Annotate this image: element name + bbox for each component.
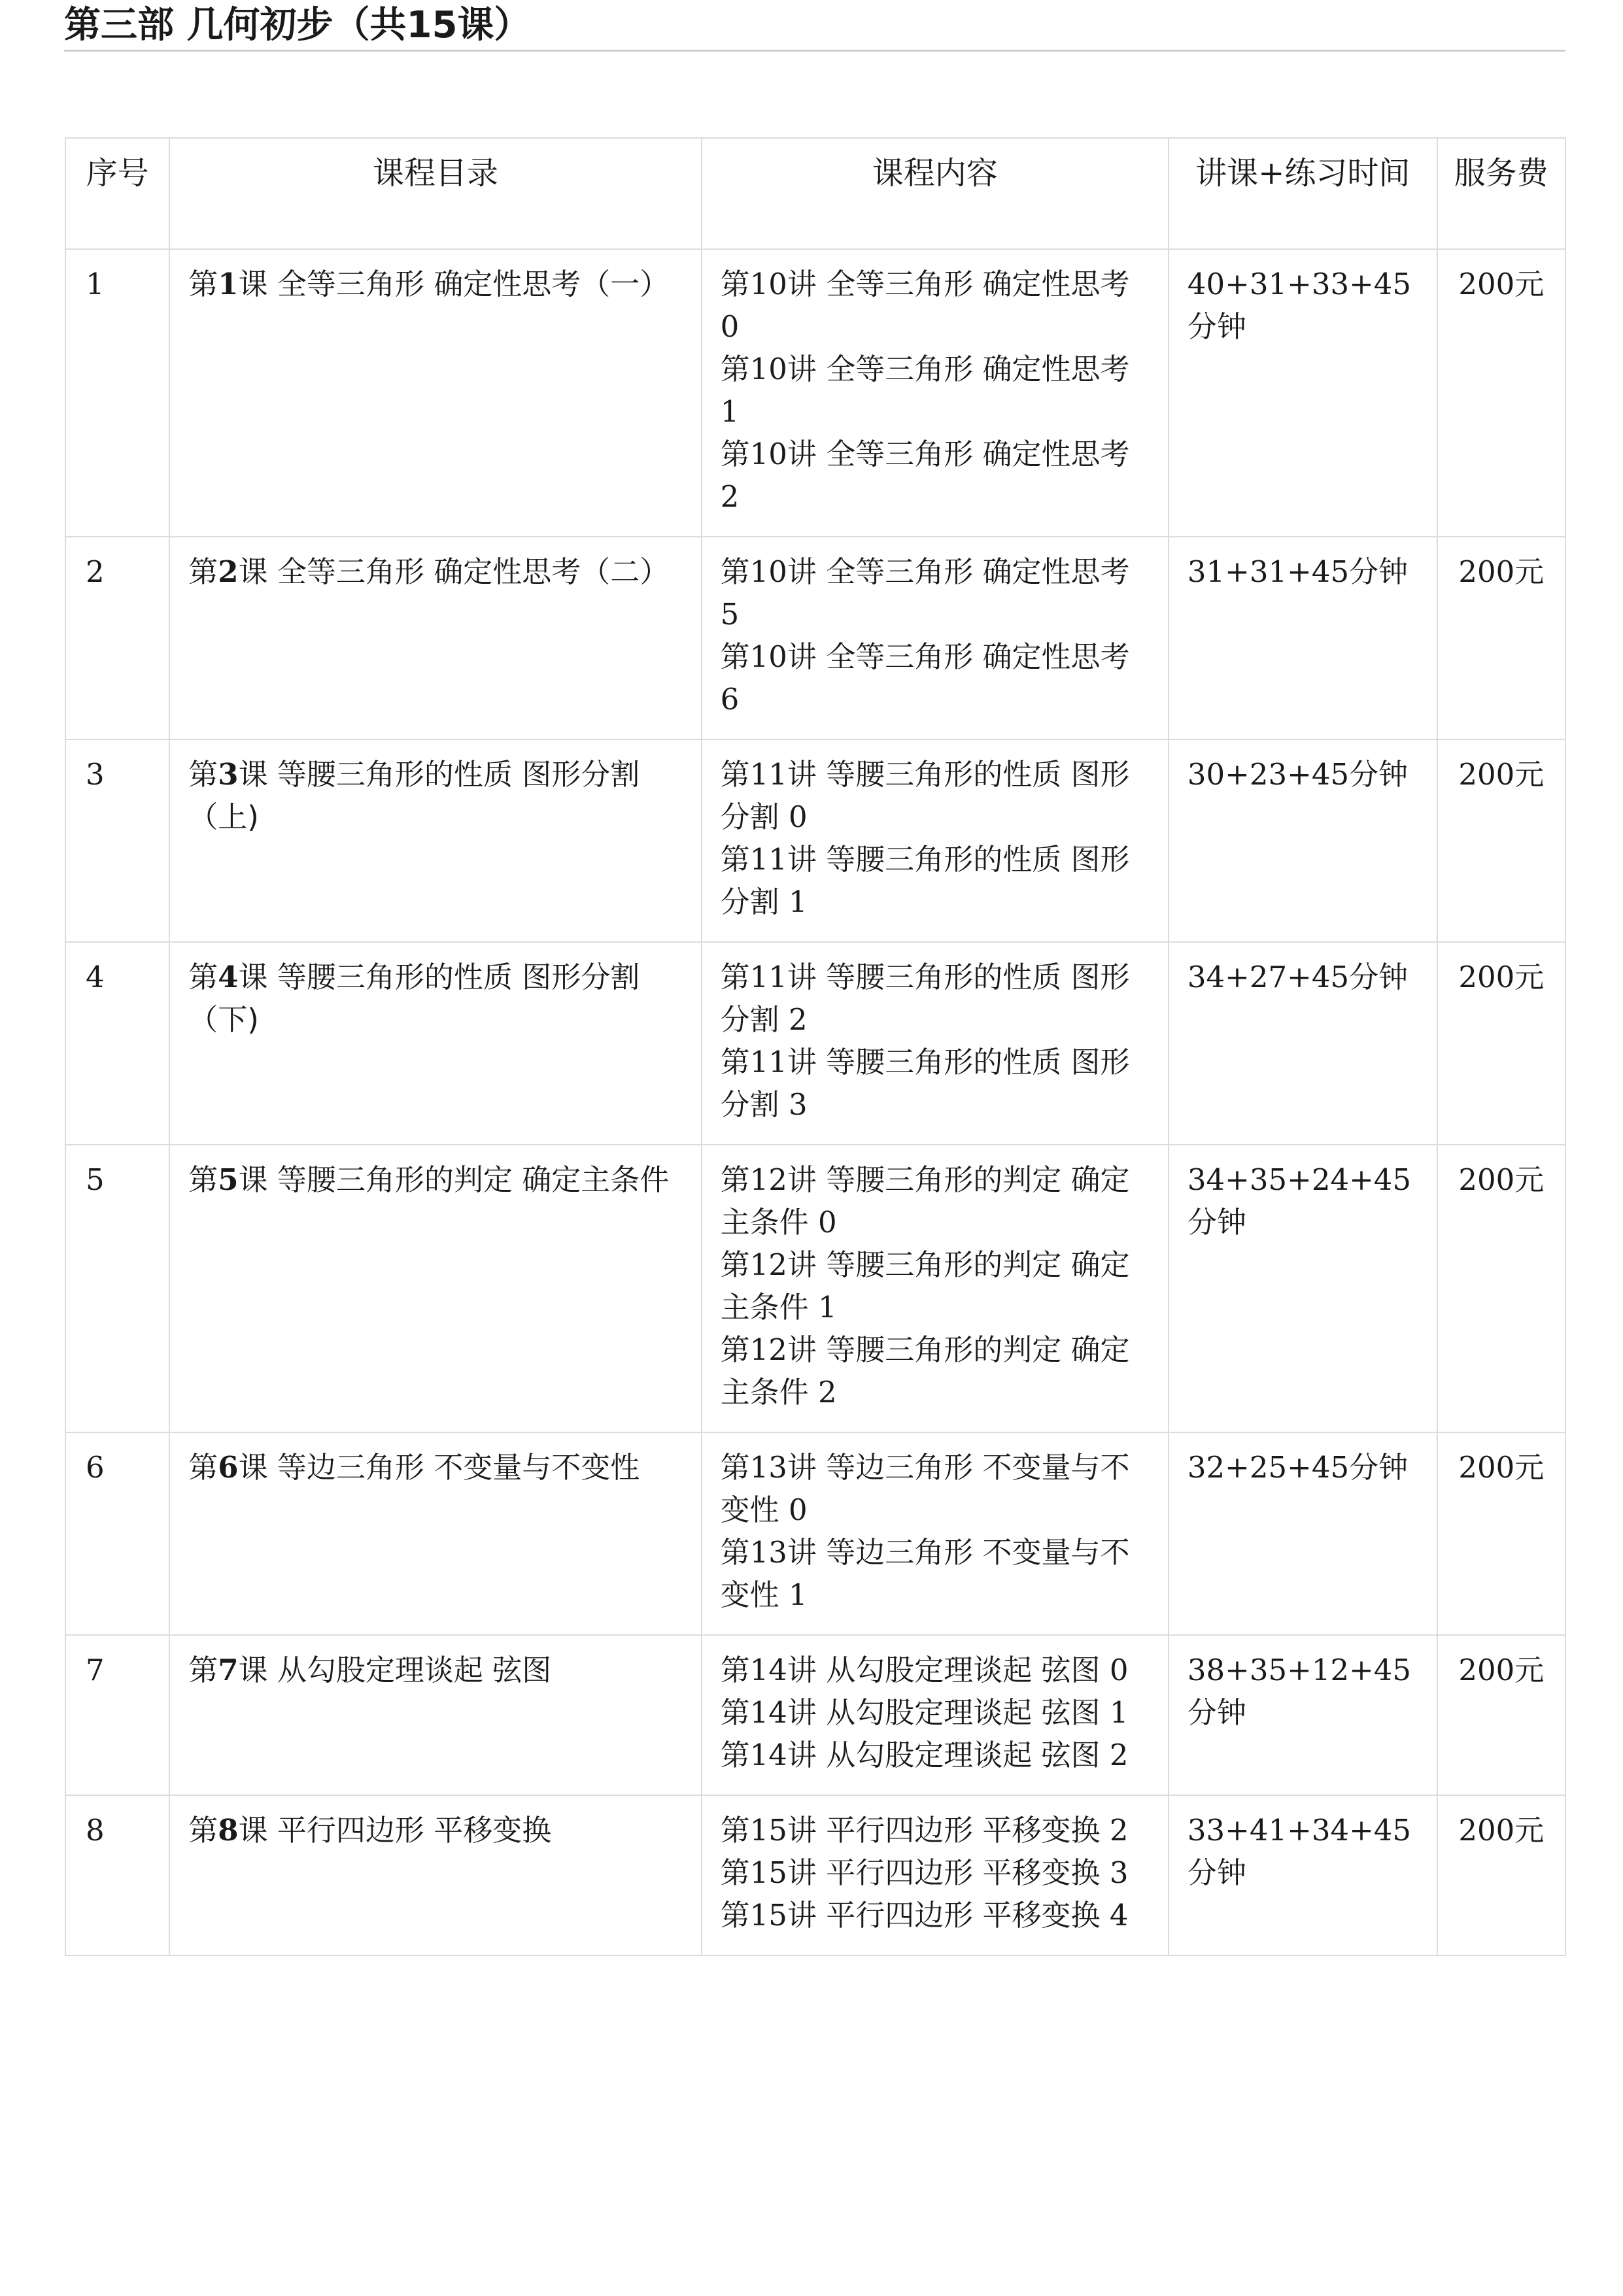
- content-line: 第15讲 平行四边形 平移变换 3: [720, 1855, 1129, 1890]
- content-line: 第11讲 等腰三角形的性质 图形分割 2: [720, 960, 1130, 1037]
- course-prefix: 第: [188, 554, 218, 589]
- course-title: 课 等腰三角形的判定 确定主条件: [238, 1162, 670, 1197]
- cell-course: [169, 537, 701, 739]
- course-table: [65, 137, 1566, 1956]
- cell-no: 2: [65, 537, 169, 739]
- content-line: 第11讲 等腰三角形的性质 图形分割 0: [720, 757, 1130, 834]
- header-no: 序号: [65, 138, 169, 249]
- cell-time: 31+31+45分钟: [1169, 537, 1437, 739]
- cell-content: [702, 942, 1169, 1145]
- content-line: 第10讲 全等三角形 确定性思考 2: [720, 437, 1130, 514]
- cell-no: 5: [65, 1145, 169, 1432]
- table-row: [65, 1795, 1565, 1955]
- content-line: 第10讲 全等三角形 确定性思考 0: [720, 267, 1130, 344]
- cell-content: [702, 249, 1169, 537]
- content-line: 第14讲 从勾股定理谈起 弦图 2: [720, 1738, 1129, 1772]
- cell-content: [702, 1432, 1169, 1635]
- content-line: 第12讲 等腰三角形的判定 确定主条件 0: [720, 1162, 1130, 1240]
- cell-no: 1: [65, 249, 169, 537]
- table-body: [65, 249, 1565, 1955]
- header-fee: 服务费: [1437, 138, 1565, 249]
- cell-no: 3: [65, 739, 169, 942]
- cell-content: [702, 1635, 1169, 1795]
- cell-course: [169, 942, 701, 1145]
- course-title: 课 全等三角形 确定性思考（一）: [238, 267, 670, 301]
- cell-fee: 200元: [1437, 249, 1565, 537]
- cell-fee: 200元: [1437, 942, 1565, 1145]
- content-line: 第11讲 等腰三角形的性质 图形分割 3: [720, 1045, 1130, 1122]
- cell-time: 34+27+45分钟: [1169, 942, 1437, 1145]
- content-line: 第13讲 等边三角形 不变量与不变性 1: [720, 1535, 1130, 1612]
- course-prefix: 第: [188, 267, 218, 301]
- course-number: 2: [218, 554, 239, 589]
- table-row: [65, 1432, 1565, 1635]
- course-number: 4: [218, 960, 239, 994]
- content-line: 第15讲 平行四边形 平移变换 4: [720, 1898, 1129, 1933]
- header-course: 课程目录: [169, 138, 701, 249]
- cell-course: [169, 1635, 701, 1795]
- table-row: [65, 249, 1565, 537]
- cell-course: [169, 249, 701, 537]
- cell-course: [169, 1795, 701, 1955]
- cell-course: [169, 739, 701, 942]
- course-title: 课 全等三角形 确定性思考（二）: [238, 554, 670, 589]
- cell-fee: 200元: [1437, 1795, 1565, 1955]
- course-prefix: 第: [188, 1813, 218, 1848]
- table-row: [65, 1145, 1565, 1432]
- cell-fee: 200元: [1437, 1432, 1565, 1635]
- table-row: [65, 942, 1565, 1145]
- course-prefix: 第: [188, 1653, 218, 1687]
- content-line: 第11讲 等腰三角形的性质 图形分割 1: [720, 842, 1130, 919]
- content-line: 第10讲 全等三角形 确定性思考 1: [720, 352, 1130, 429]
- header-time: 讲课+练习时间: [1169, 138, 1437, 249]
- cell-fee: 200元: [1437, 739, 1565, 942]
- cell-fee: 200元: [1437, 1145, 1565, 1432]
- cell-fee: 200元: [1437, 537, 1565, 739]
- page-title: 第三部 几何初步（共15课）: [64, 3, 1565, 52]
- table-row: [65, 537, 1565, 739]
- content-line: 第13讲 等边三角形 不变量与不变性 0: [720, 1450, 1130, 1527]
- course-number: 5: [218, 1162, 239, 1197]
- content-line: 第12讲 等腰三角形的判定 确定主条件 2: [720, 1332, 1130, 1410]
- cell-no: 8: [65, 1795, 169, 1955]
- course-number: 3: [218, 757, 239, 792]
- cell-course: [169, 1145, 701, 1432]
- content-line: 第14讲 从勾股定理谈起 弦图 1: [720, 1695, 1129, 1730]
- cell-course: [169, 1432, 701, 1635]
- cell-time: 32+25+45分钟: [1169, 1432, 1437, 1635]
- course-prefix: 第: [188, 1162, 218, 1197]
- cell-time: 34+35+24+45分钟: [1169, 1145, 1437, 1432]
- cell-no: 4: [65, 942, 169, 1145]
- course-title: 课 等腰三角形的性质 图形分割（下): [188, 960, 640, 1037]
- cell-content: [702, 1145, 1169, 1432]
- cell-content: [702, 537, 1169, 739]
- content-line: 第14讲 从勾股定理谈起 弦图 0: [720, 1653, 1129, 1687]
- cell-time: 40+31+33+45分钟: [1169, 249, 1437, 537]
- course-prefix: 第: [188, 757, 218, 792]
- content-line: 第15讲 平行四边形 平移变换 2: [720, 1813, 1129, 1848]
- course-prefix: 第: [188, 960, 218, 994]
- course-title: 课 平行四边形 平移变换: [238, 1813, 552, 1848]
- cell-no: 7: [65, 1635, 169, 1795]
- course-number: 1: [218, 267, 239, 301]
- course-number: 7: [218, 1653, 239, 1687]
- course-title: 课 等腰三角形的性质 图形分割（上): [188, 757, 640, 834]
- course-prefix: 第: [188, 1450, 218, 1485]
- course-title: 课 从勾股定理谈起 弦图: [238, 1653, 552, 1687]
- cell-content: [702, 1795, 1169, 1955]
- table-row: [65, 1635, 1565, 1795]
- course-title: 课 等边三角形 不变量与不变性: [238, 1450, 640, 1485]
- cell-time: 38+35+12+45分钟: [1169, 1635, 1437, 1795]
- course-number: 8: [218, 1813, 239, 1848]
- table-header-row: [65, 138, 1565, 249]
- cell-time: 33+41+34+45分钟: [1169, 1795, 1437, 1955]
- header-content: 课程内容: [702, 138, 1169, 249]
- content-line: 第12讲 等腰三角形的判定 确定主条件 1: [720, 1247, 1130, 1325]
- cell-content: [702, 739, 1169, 942]
- cell-time: 30+23+45分钟: [1169, 739, 1437, 942]
- table-row: [65, 739, 1565, 942]
- course-number: 6: [218, 1450, 239, 1485]
- cell-no: 6: [65, 1432, 169, 1635]
- content-line: 第10讲 全等三角形 确定性思考 5: [720, 554, 1130, 632]
- cell-fee: 200元: [1437, 1635, 1565, 1795]
- content-line: 第10讲 全等三角形 确定性思考 6: [720, 639, 1130, 717]
